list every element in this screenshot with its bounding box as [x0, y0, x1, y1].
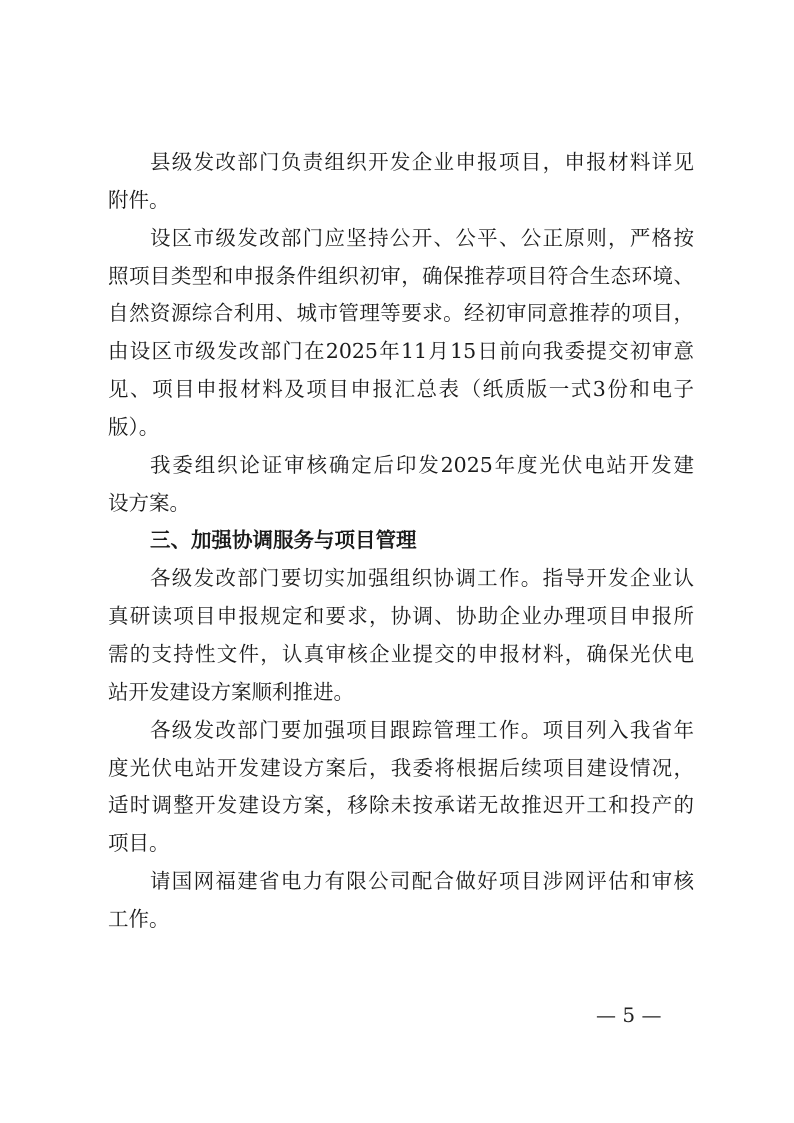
section-heading: 三、加强协调服务与项目管理 — [150, 528, 417, 553]
paragraph-line: 照项目类型和申报条件组织初审，确保推荐项目符合生态环境、 — [108, 263, 694, 288]
paragraph-line: 请国网福建省电力有限公司配合做好项目涉网评估和审核 — [150, 869, 694, 894]
paragraph-line: 站开发建设方案顺利推进。 — [108, 679, 354, 704]
paragraph-line: 见、项目申报材料及项目申报汇总表（纸质版一式3份和电子 — [108, 377, 694, 402]
paragraph-line: 需的支持性文件，认真审核企业提交的申报材料，确保光伏电 — [108, 641, 694, 666]
document-body — [108, 144, 694, 939]
paragraph-line: 各级发改部门要切实加强组织协调工作。指导开发企业认 — [150, 566, 694, 591]
paragraph-line: 附件。 — [108, 187, 170, 212]
paragraph-line: 度光伏电站开发建设方案后，我委将根据后续项目建设情况， — [108, 755, 694, 780]
paragraph-line: 适时调整开发建设方案，移除未按承诺无故推迟开工和投产的 — [108, 793, 694, 818]
paragraph-line: 各级发改部门要加强项目跟踪管理工作。项目列入我省年 — [150, 717, 694, 742]
paragraph-line: 由设区市级发改部门在2025年11月15日前向我委提交初审意 — [108, 339, 694, 364]
paragraph-line: 真研读项目申报规定和要求，协调、协助企业办理项目申报所 — [108, 604, 694, 629]
paragraph-line: 自然资源综合利用、城市管理等要求。经初审同意推荐的项目， — [108, 301, 694, 326]
page-number: — 5 — — [596, 1003, 662, 1027]
paragraph-line: 设区市级发改部门应坚持公开、公平、公正原则，严格按 — [150, 225, 694, 250]
paragraph-line: 工作。 — [108, 906, 170, 931]
paragraph-line: 项目。 — [108, 831, 170, 856]
paragraph-line: 我委组织论证审核确定后印发2025年度光伏电站开发建 — [150, 452, 694, 477]
paragraph-line: 县级发改部门负责组织开发企业申报项目，申报材料详见 — [150, 150, 694, 174]
paragraph-line: 版）。 — [108, 414, 160, 439]
paragraph-line: 设方案。 — [108, 490, 190, 515]
